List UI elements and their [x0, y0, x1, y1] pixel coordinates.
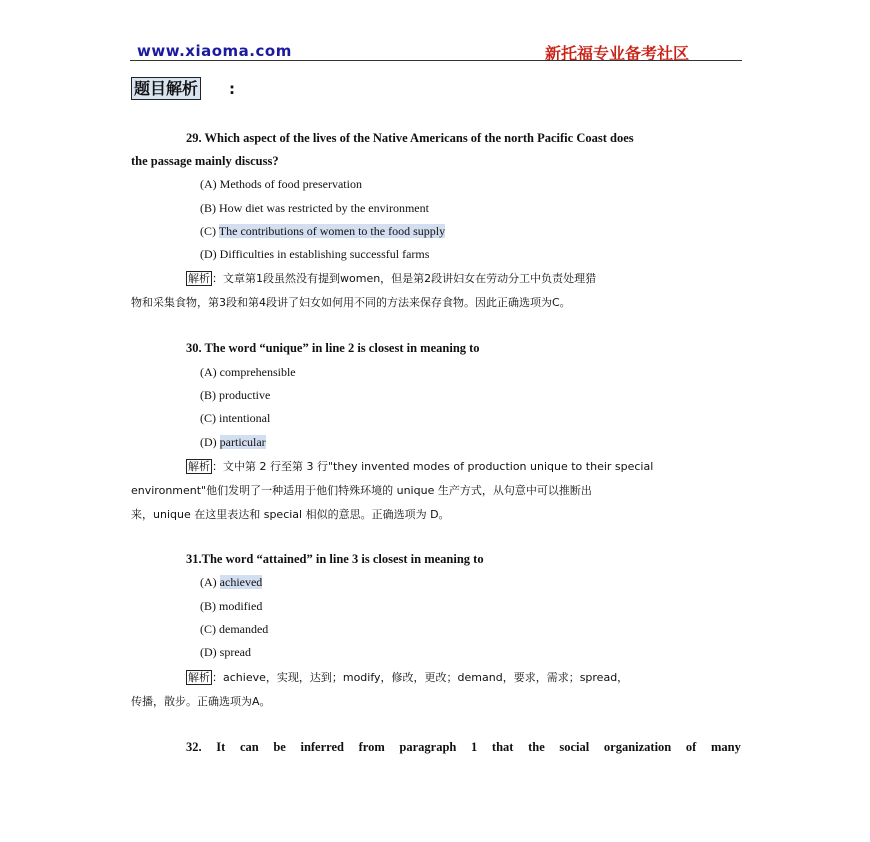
q30-analysis-tag: 解析 [188, 460, 210, 473]
q32-word: 32. [186, 740, 202, 754]
q31-option-a [200, 575, 262, 590]
section-title: 题目解析 [131, 77, 201, 100]
q32-word: that [491, 740, 514, 754]
question-29-line2: the passage mainly discuss? [131, 154, 279, 168]
q30-option-d-label: (D) [200, 435, 220, 449]
q30-option-a: (A) comprehensible [200, 365, 296, 379]
q29-analysis-line1 [186, 270, 596, 286]
q32-word: 1 [471, 740, 478, 754]
q29-option-c [200, 224, 445, 239]
q31-option-b: (B) modified [200, 599, 263, 613]
q29-analysis-text: ：文章第1段虽然没有提到women，但是第2段讲妇女在劳动分工中负责处理猎 [212, 272, 597, 285]
q32-word: many [710, 740, 741, 754]
q32-word: organization [603, 740, 672, 754]
q32-word: It [216, 740, 226, 754]
q31-option-a-label: (A) [200, 575, 220, 589]
q30-analysis-text: ：文中第 2 行至第 3 行"they invented modes of production unique to their special [212, 460, 654, 473]
q29-option-c-label: (C) [200, 224, 219, 238]
q30-analysis-line2: environment"他们发明了一种适用于他们特殊环境的 unique 生产方式，从句意中可以推断出 [131, 484, 592, 497]
q30-option-b: (B) productive [200, 388, 271, 402]
question-29-line1: 29. Which aspect of the lives of the Native Americans of the north Pacific Coast does [186, 131, 634, 145]
header-divider [130, 60, 742, 61]
question-31: 31.The word “attained” in line 3 is closest in meaning to [186, 552, 484, 566]
q29-analysis-line2: 物和采集食物，第3段和第4段讲了妇女如何用不同的方法来保存食物。因此正确选项为C。 [131, 296, 571, 309]
q30-correct-answer: particular [219, 435, 266, 449]
question-32-line1 [131, 740, 741, 755]
q29-option-a: (A) Methods of food preservation [200, 177, 362, 191]
q32-word: paragraph [399, 740, 457, 754]
q31-correct-answer: achieved [219, 575, 263, 589]
q30-analysis-line3: 来，unique 在这里表达和 special 相似的意思。正确选项为 D。 [131, 508, 450, 521]
site-slogan: 新托福专业备考社区 [545, 44, 690, 63]
q31-option-c: (C) demanded [200, 622, 269, 636]
q31-option-d: (D) spread [200, 645, 251, 659]
q30-option-c: (C) intentional [200, 411, 271, 425]
section-title-colon: : [229, 80, 235, 98]
q31-analysis-tag: 解析 [188, 671, 210, 684]
q32-word: social [559, 740, 590, 754]
q30-analysis-line1 [186, 458, 653, 474]
q29-option-d: (D) Difficulties in establishing successful farms [200, 247, 430, 261]
q32-word: of [685, 740, 697, 754]
q31-analysis-line2: 传播，散步。正确选项为A。 [131, 695, 271, 708]
q31-analysis-line1 [186, 669, 628, 685]
q29-correct-answer: The contributions of women to the food supply [218, 224, 446, 238]
q32-word: inferred [300, 740, 344, 754]
site-url[interactable]: www.xiaoma.com [137, 42, 292, 60]
q32-word: the [528, 740, 545, 754]
question-30: 30. The word “unique” in line 2 is closest in meaning to [186, 341, 480, 355]
q32-word: from [358, 740, 385, 754]
q29-option-b: (B) How diet was restricted by the environment [200, 201, 429, 215]
q29-analysis-tag: 解析 [188, 272, 210, 285]
q30-option-d [200, 435, 266, 450]
q32-word: can [239, 740, 259, 754]
q32-word: be [273, 740, 286, 754]
q31-analysis-text: ：achieve，实现，达到；modify，修改，更改；demand，要求，需求；spread， [212, 671, 629, 684]
